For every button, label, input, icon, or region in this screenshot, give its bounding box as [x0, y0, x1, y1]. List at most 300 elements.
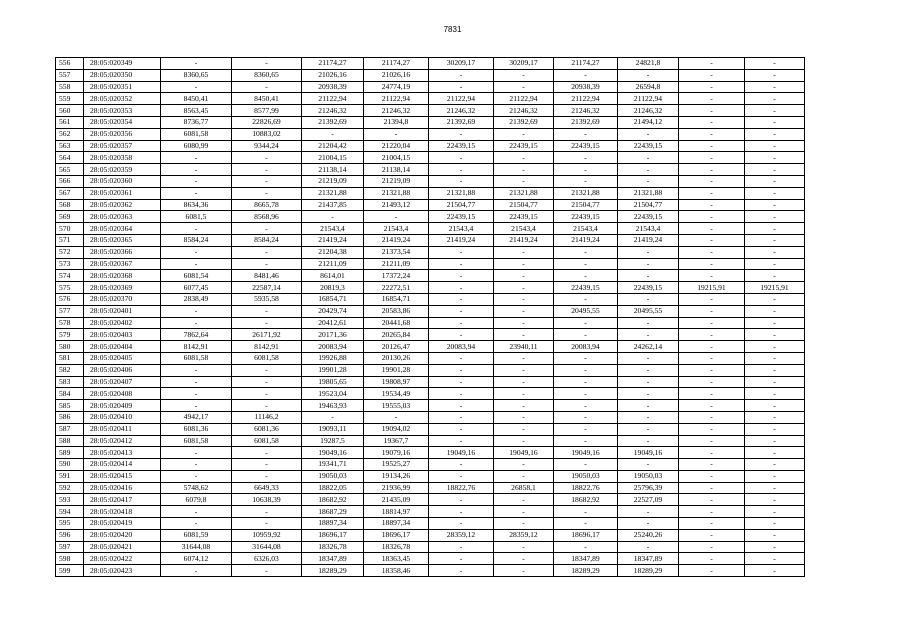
- value-cell: -: [745, 69, 805, 81]
- value-cell: 21392,69: [494, 116, 554, 128]
- value-cell: -: [618, 423, 679, 435]
- value-cell: 21504,77: [494, 199, 554, 211]
- value-cell: 21504,77: [554, 199, 618, 211]
- value-cell: -: [679, 211, 745, 223]
- value-cell: 20583,86: [364, 305, 429, 317]
- value-cell: 8584,24: [232, 234, 302, 246]
- table-row: [56, 128, 805, 140]
- value-cell: -: [429, 246, 494, 258]
- value-cell: 23940,11: [494, 341, 554, 353]
- value-cell: 21543,4: [364, 223, 429, 235]
- table-row: [56, 105, 805, 117]
- cadastral-number-cell: 28:05:020419: [84, 518, 161, 530]
- cadastral-number-cell: 28:05:020366: [84, 246, 161, 258]
- value-cell: -: [554, 411, 618, 423]
- value-cell: -: [232, 317, 302, 329]
- value-cell: -: [161, 317, 232, 329]
- value-cell: 8568,96: [232, 211, 302, 223]
- value-cell: 6081,54: [161, 270, 232, 282]
- value-cell: -: [302, 211, 364, 223]
- table-row: [56, 411, 805, 423]
- value-cell: -: [618, 293, 679, 305]
- value-cell: 20412,61: [302, 317, 364, 329]
- value-cell: -: [618, 518, 679, 530]
- value-cell: 20938,39: [302, 81, 364, 93]
- value-cell: 16854,71: [302, 293, 364, 305]
- value-cell: -: [745, 411, 805, 423]
- value-cell: -: [745, 494, 805, 506]
- value-cell: -: [554, 400, 618, 412]
- value-cell: 8450,41: [232, 93, 302, 105]
- value-cell: 20441,68: [364, 317, 429, 329]
- value-cell: -: [745, 317, 805, 329]
- value-cell: 21419,24: [364, 234, 429, 246]
- value-cell: -: [679, 482, 745, 494]
- value-cell: -: [679, 317, 745, 329]
- value-cell: 26858,1: [494, 482, 554, 494]
- value-cell: -: [679, 494, 745, 506]
- value-cell: 18822,76: [554, 482, 618, 494]
- table-row: [56, 447, 805, 459]
- table-row: [56, 494, 805, 506]
- value-cell: -: [745, 140, 805, 152]
- value-cell: 18897,34: [302, 518, 364, 530]
- value-cell: 21138,14: [302, 164, 364, 176]
- value-cell: 21246,32: [429, 105, 494, 117]
- value-cell: 21394,8: [364, 116, 429, 128]
- value-cell: -: [494, 81, 554, 93]
- value-cell: 19050,03: [618, 470, 679, 482]
- cadastral-number-cell: 28:05:020357: [84, 140, 161, 152]
- value-cell: 21026,16: [302, 69, 364, 81]
- value-cell: 21246,32: [494, 105, 554, 117]
- value-cell: -: [554, 329, 618, 341]
- value-cell: -: [745, 199, 805, 211]
- cadastral-number-cell: 28:05:020360: [84, 175, 161, 187]
- value-cell: 21321,88: [494, 187, 554, 199]
- value-cell: -: [232, 305, 302, 317]
- row-number-cell: 560: [56, 105, 84, 117]
- value-cell: -: [679, 258, 745, 270]
- value-cell: 20819,3: [302, 282, 364, 294]
- value-cell: 19049,16: [429, 447, 494, 459]
- cadastral-number-cell: 28:05:020361: [84, 187, 161, 199]
- value-cell: 21392,69: [429, 116, 494, 128]
- cadastral-number-cell: 28:05:020420: [84, 529, 161, 541]
- value-cell: 21220,04: [364, 140, 429, 152]
- value-cell: -: [429, 282, 494, 294]
- value-cell: -: [745, 81, 805, 93]
- value-cell: -: [554, 376, 618, 388]
- row-number-cell: 556: [56, 58, 84, 70]
- table-body: [56, 58, 805, 577]
- value-cell: -: [679, 376, 745, 388]
- value-cell: -: [232, 470, 302, 482]
- value-cell: -: [745, 518, 805, 530]
- value-cell: 8450,41: [161, 93, 232, 105]
- value-cell: 18363,45: [364, 553, 429, 565]
- value-cell: 21174,27: [364, 58, 429, 70]
- value-cell: -: [679, 270, 745, 282]
- value-cell: 6077,45: [161, 282, 232, 294]
- value-cell: -: [745, 388, 805, 400]
- value-cell: 26594,8: [618, 81, 679, 93]
- value-cell: -: [679, 152, 745, 164]
- value-cell: 18687,29: [302, 506, 364, 518]
- table-row: [56, 529, 805, 541]
- cadastral-number-cell: 28:05:020367: [84, 258, 161, 270]
- value-cell: -: [679, 187, 745, 199]
- cadastral-number-cell: 28:05:020358: [84, 152, 161, 164]
- value-cell: -: [429, 128, 494, 140]
- value-cell: 22439,15: [429, 211, 494, 223]
- row-number-cell: 573: [56, 258, 84, 270]
- value-cell: 21419,24: [554, 234, 618, 246]
- value-cell: 21936,99: [364, 482, 429, 494]
- value-cell: 8142,91: [232, 341, 302, 353]
- value-cell: -: [618, 400, 679, 412]
- table-row: [56, 223, 805, 235]
- value-cell: -: [618, 317, 679, 329]
- value-cell: 21493,12: [364, 199, 429, 211]
- value-cell: 6081,58: [232, 352, 302, 364]
- value-cell: -: [618, 270, 679, 282]
- value-cell: 19534,49: [364, 388, 429, 400]
- value-cell: -: [364, 411, 429, 423]
- table-row: [56, 293, 805, 305]
- row-number-cell: 570: [56, 223, 84, 235]
- cadastral-number-cell: 28:05:020417: [84, 494, 161, 506]
- value-cell: -: [494, 282, 554, 294]
- value-cell: -: [679, 423, 745, 435]
- value-cell: 9344,24: [232, 140, 302, 152]
- row-number-cell: 567: [56, 187, 84, 199]
- value-cell: -: [745, 116, 805, 128]
- cadastral-number-cell: 28:05:020423: [84, 565, 161, 577]
- value-cell: 19050,03: [554, 470, 618, 482]
- value-cell: -: [618, 128, 679, 140]
- value-cell: -: [745, 553, 805, 565]
- value-cell: 19049,16: [494, 447, 554, 459]
- row-number-cell: 566: [56, 175, 84, 187]
- cadastral-number-cell: 28:05:020416: [84, 482, 161, 494]
- row-number-cell: 581: [56, 352, 84, 364]
- value-cell: -: [554, 364, 618, 376]
- table-row: [56, 58, 805, 70]
- table-row: [56, 352, 805, 364]
- value-cell: -: [232, 400, 302, 412]
- value-cell: -: [494, 565, 554, 577]
- value-cell: -: [679, 305, 745, 317]
- value-cell: -: [679, 565, 745, 577]
- value-cell: -: [554, 246, 618, 258]
- value-cell: 19555,03: [364, 400, 429, 412]
- value-cell: 21174,27: [302, 58, 364, 70]
- value-cell: 21543,4: [302, 223, 364, 235]
- value-cell: -: [554, 164, 618, 176]
- cadastral-number-cell: 28:05:020402: [84, 317, 161, 329]
- value-cell: -: [429, 541, 494, 553]
- value-cell: 31644,08: [232, 541, 302, 553]
- value-cell: 6081,36: [161, 423, 232, 435]
- table-row: [56, 270, 805, 282]
- row-number-cell: 578: [56, 317, 84, 329]
- value-cell: -: [618, 506, 679, 518]
- table-row: [56, 164, 805, 176]
- value-cell: 16854,71: [364, 293, 429, 305]
- value-cell: -: [618, 175, 679, 187]
- value-cell: -: [745, 541, 805, 553]
- value-cell: 21122,94: [494, 93, 554, 105]
- value-cell: 28359,12: [429, 529, 494, 541]
- value-cell: -: [232, 164, 302, 176]
- table-row: [56, 388, 805, 400]
- value-cell: 18326,78: [364, 541, 429, 553]
- value-cell: 18682,92: [302, 494, 364, 506]
- row-number-cell: 596: [56, 529, 84, 541]
- value-cell: 20495,55: [618, 305, 679, 317]
- value-cell: 22439,15: [494, 140, 554, 152]
- value-cell: 21122,94: [554, 93, 618, 105]
- value-cell: -: [745, 223, 805, 235]
- cadastral-number-cell: 28:05:020414: [84, 459, 161, 471]
- value-cell: -: [745, 364, 805, 376]
- table-row: [56, 282, 805, 294]
- value-cell: 21504,77: [618, 199, 679, 211]
- value-cell: -: [161, 518, 232, 530]
- value-cell: -: [618, 329, 679, 341]
- value-cell: -: [679, 175, 745, 187]
- value-cell: -: [232, 223, 302, 235]
- value-cell: -: [494, 423, 554, 435]
- value-cell: -: [161, 447, 232, 459]
- table-row: [56, 305, 805, 317]
- row-number-cell: 569: [56, 211, 84, 223]
- value-cell: -: [429, 175, 494, 187]
- value-cell: -: [161, 565, 232, 577]
- value-cell: -: [429, 270, 494, 282]
- table-row: [56, 187, 805, 199]
- value-cell: 21246,32: [554, 105, 618, 117]
- value-cell: 21321,88: [364, 187, 429, 199]
- value-cell: 6081,58: [161, 435, 232, 447]
- row-number-cell: 584: [56, 388, 84, 400]
- value-cell: 19901,28: [302, 364, 364, 376]
- cadastral-number-cell: 28:05:020405: [84, 352, 161, 364]
- value-cell: -: [618, 459, 679, 471]
- cadastral-number-cell: 28:05:020418: [84, 506, 161, 518]
- value-cell: 21435,09: [364, 494, 429, 506]
- row-number-cell: 585: [56, 400, 84, 412]
- value-cell: -: [679, 293, 745, 305]
- value-cell: 22587,14: [232, 282, 302, 294]
- value-cell: 6079,8: [161, 494, 232, 506]
- value-cell: -: [745, 105, 805, 117]
- cadastral-number-cell: 28:05:020359: [84, 164, 161, 176]
- row-number-cell: 561: [56, 116, 84, 128]
- table-row: [56, 93, 805, 105]
- value-cell: 21026,16: [364, 69, 429, 81]
- value-cell: -: [161, 81, 232, 93]
- table-row: [56, 329, 805, 341]
- value-cell: -: [161, 376, 232, 388]
- value-cell: -: [554, 388, 618, 400]
- table-row: [56, 541, 805, 553]
- value-cell: -: [679, 234, 745, 246]
- value-cell: -: [429, 518, 494, 530]
- table-row: [56, 435, 805, 447]
- value-cell: -: [554, 317, 618, 329]
- value-cell: -: [232, 58, 302, 70]
- value-cell: 19287,5: [302, 435, 364, 447]
- value-cell: -: [618, 164, 679, 176]
- value-cell: -: [745, 211, 805, 223]
- value-cell: -: [679, 140, 745, 152]
- value-cell: -: [745, 352, 805, 364]
- value-cell: -: [745, 175, 805, 187]
- value-cell: -: [364, 128, 429, 140]
- value-cell: 21122,94: [618, 93, 679, 105]
- cadastral-number-cell: 28:05:020404: [84, 341, 161, 353]
- value-cell: -: [679, 341, 745, 353]
- value-cell: -: [161, 506, 232, 518]
- value-cell: -: [161, 400, 232, 412]
- value-cell: -: [745, 258, 805, 270]
- value-cell: 30209,17: [494, 58, 554, 70]
- value-cell: 19523,04: [302, 388, 364, 400]
- value-cell: 18682,92: [554, 494, 618, 506]
- value-cell: -: [679, 246, 745, 258]
- value-cell: -: [364, 211, 429, 223]
- value-cell: -: [161, 175, 232, 187]
- cadastral-number-cell: 28:05:020406: [84, 364, 161, 376]
- value-cell: -: [232, 388, 302, 400]
- value-cell: 8360,65: [161, 69, 232, 81]
- value-cell: 19805,65: [302, 376, 364, 388]
- value-cell: -: [232, 376, 302, 388]
- value-cell: -: [618, 376, 679, 388]
- table-row: [56, 199, 805, 211]
- cadastral-number-cell: 28:05:020401: [84, 305, 161, 317]
- value-cell: -: [618, 364, 679, 376]
- value-cell: 8481,46: [232, 270, 302, 282]
- value-cell: -: [494, 270, 554, 282]
- value-cell: -: [161, 58, 232, 70]
- value-cell: 8563,45: [161, 105, 232, 117]
- value-cell: 18696,17: [302, 529, 364, 541]
- cadastral-number-cell: 28:05:020413: [84, 447, 161, 459]
- value-cell: 19341,71: [302, 459, 364, 471]
- value-cell: -: [554, 258, 618, 270]
- value-cell: -: [494, 459, 554, 471]
- value-cell: 10959,92: [232, 529, 302, 541]
- value-cell: -: [679, 116, 745, 128]
- row-number-cell: 579: [56, 329, 84, 341]
- row-number-cell: 595: [56, 518, 84, 530]
- value-cell: -: [745, 128, 805, 140]
- value-cell: -: [679, 93, 745, 105]
- value-cell: 28359,12: [494, 529, 554, 541]
- value-cell: 22826,69: [232, 116, 302, 128]
- value-cell: -: [429, 423, 494, 435]
- cadastral-number-cell: 28:05:020362: [84, 199, 161, 211]
- value-cell: -: [679, 223, 745, 235]
- value-cell: -: [232, 565, 302, 577]
- value-cell: -: [679, 81, 745, 93]
- value-cell: 30209,17: [429, 58, 494, 70]
- value-cell: 8736,77: [161, 116, 232, 128]
- value-cell: -: [745, 293, 805, 305]
- row-number-cell: 559: [56, 93, 84, 105]
- value-cell: -: [494, 258, 554, 270]
- cadastral-number-cell: 28:05:020370: [84, 293, 161, 305]
- value-cell: -: [745, 482, 805, 494]
- value-cell: 21219,09: [364, 175, 429, 187]
- row-number-cell: 598: [56, 553, 84, 565]
- row-number-cell: 590: [56, 459, 84, 471]
- value-cell: -: [494, 364, 554, 376]
- row-number-cell: 557: [56, 69, 84, 81]
- value-cell: 21211,09: [364, 258, 429, 270]
- value-cell: 8584,24: [161, 234, 232, 246]
- value-cell: -: [161, 164, 232, 176]
- value-cell: -: [494, 352, 554, 364]
- value-cell: -: [679, 199, 745, 211]
- table-row: [56, 482, 805, 494]
- row-number-cell: 589: [56, 447, 84, 459]
- value-cell: -: [429, 81, 494, 93]
- value-cell: -: [679, 400, 745, 412]
- value-cell: 21543,4: [554, 223, 618, 235]
- value-cell: -: [745, 187, 805, 199]
- value-cell: -: [494, 388, 554, 400]
- value-cell: -: [232, 152, 302, 164]
- row-number-cell: 587: [56, 423, 84, 435]
- cadastral-number-cell: 28:05:020356: [84, 128, 161, 140]
- table-row: [56, 400, 805, 412]
- value-cell: -: [494, 175, 554, 187]
- value-cell: 21321,88: [554, 187, 618, 199]
- cadastral-number-cell: 28:05:020403: [84, 329, 161, 341]
- value-cell: 8577,99: [232, 105, 302, 117]
- value-cell: -: [494, 518, 554, 530]
- value-cell: -: [429, 69, 494, 81]
- table-row: [56, 423, 805, 435]
- value-cell: -: [618, 411, 679, 423]
- value-cell: 7862,64: [161, 329, 232, 341]
- row-number-cell: 575: [56, 282, 84, 294]
- value-cell: 21543,4: [429, 223, 494, 235]
- value-cell: 18696,17: [554, 529, 618, 541]
- value-cell: -: [494, 541, 554, 553]
- value-cell: 8634,36: [161, 199, 232, 211]
- value-cell: 11146,2: [232, 411, 302, 423]
- value-cell: 6074,12: [161, 553, 232, 565]
- row-number-cell: 582: [56, 364, 84, 376]
- table-row: [56, 341, 805, 353]
- value-cell: -: [679, 447, 745, 459]
- value-cell: 19049,16: [554, 447, 618, 459]
- value-cell: 21211,09: [302, 258, 364, 270]
- value-cell: -: [679, 58, 745, 70]
- value-cell: 8614,01: [302, 270, 364, 282]
- value-cell: 20938,39: [554, 81, 618, 93]
- value-cell: -: [679, 518, 745, 530]
- value-cell: 19525,27: [364, 459, 429, 471]
- value-cell: -: [161, 223, 232, 235]
- value-cell: 18289,29: [618, 565, 679, 577]
- value-cell: -: [429, 317, 494, 329]
